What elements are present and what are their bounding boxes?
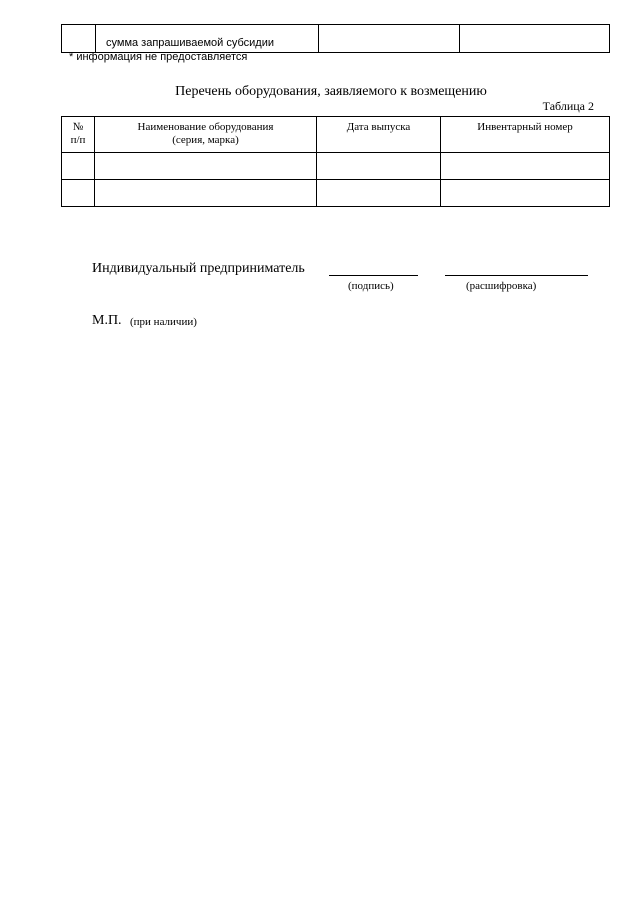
table-number: Таблица 2: [542, 99, 594, 113]
page-title: Перечень оборудования, заявляемого к возмещению: [175, 84, 487, 99]
table-cell: [460, 25, 610, 53]
cell-name: [95, 180, 317, 207]
header-name-line2: (серия, марка): [172, 134, 239, 146]
cell-date: [317, 153, 441, 180]
decoding-line: [445, 275, 588, 276]
table-row: [62, 25, 610, 53]
cell-inventory: [441, 180, 610, 207]
header-inventory-number: Инвентарный номер: [441, 117, 610, 153]
header-num-line1: №: [72, 121, 84, 133]
cell-inventory: [441, 153, 610, 180]
signature-caption: (подпись): [348, 280, 394, 292]
header-num-line2: п/п: [70, 134, 86, 146]
stamp-note: (при наличии): [130, 316, 197, 328]
table-cell: [319, 25, 460, 53]
subsidy-amount-label: сумма запрашиваемой субсидии: [96, 25, 319, 53]
table-header-row: [62, 117, 610, 153]
decoding-caption: (расшифровка): [466, 280, 537, 292]
signature-line: [329, 275, 418, 276]
subsidy-table: [61, 24, 610, 53]
header-name-line1: Наименование оборудования: [137, 121, 274, 133]
signature-role: Индивидуальный предприниматель: [92, 261, 305, 276]
footnote: * информация не предоставляется: [69, 51, 248, 63]
header-name: [95, 117, 317, 153]
header-release-date: Дата выпуска: [317, 117, 441, 153]
cell-name: [95, 153, 317, 180]
table-row: [62, 153, 610, 180]
header-num: [62, 117, 95, 153]
cell-num: [62, 153, 95, 180]
cell-date: [317, 180, 441, 207]
table-row: [62, 180, 610, 207]
equipment-table: [61, 116, 610, 207]
table-cell: [62, 25, 96, 53]
cell-num: [62, 180, 95, 207]
stamp-label: М.П.: [92, 313, 122, 328]
